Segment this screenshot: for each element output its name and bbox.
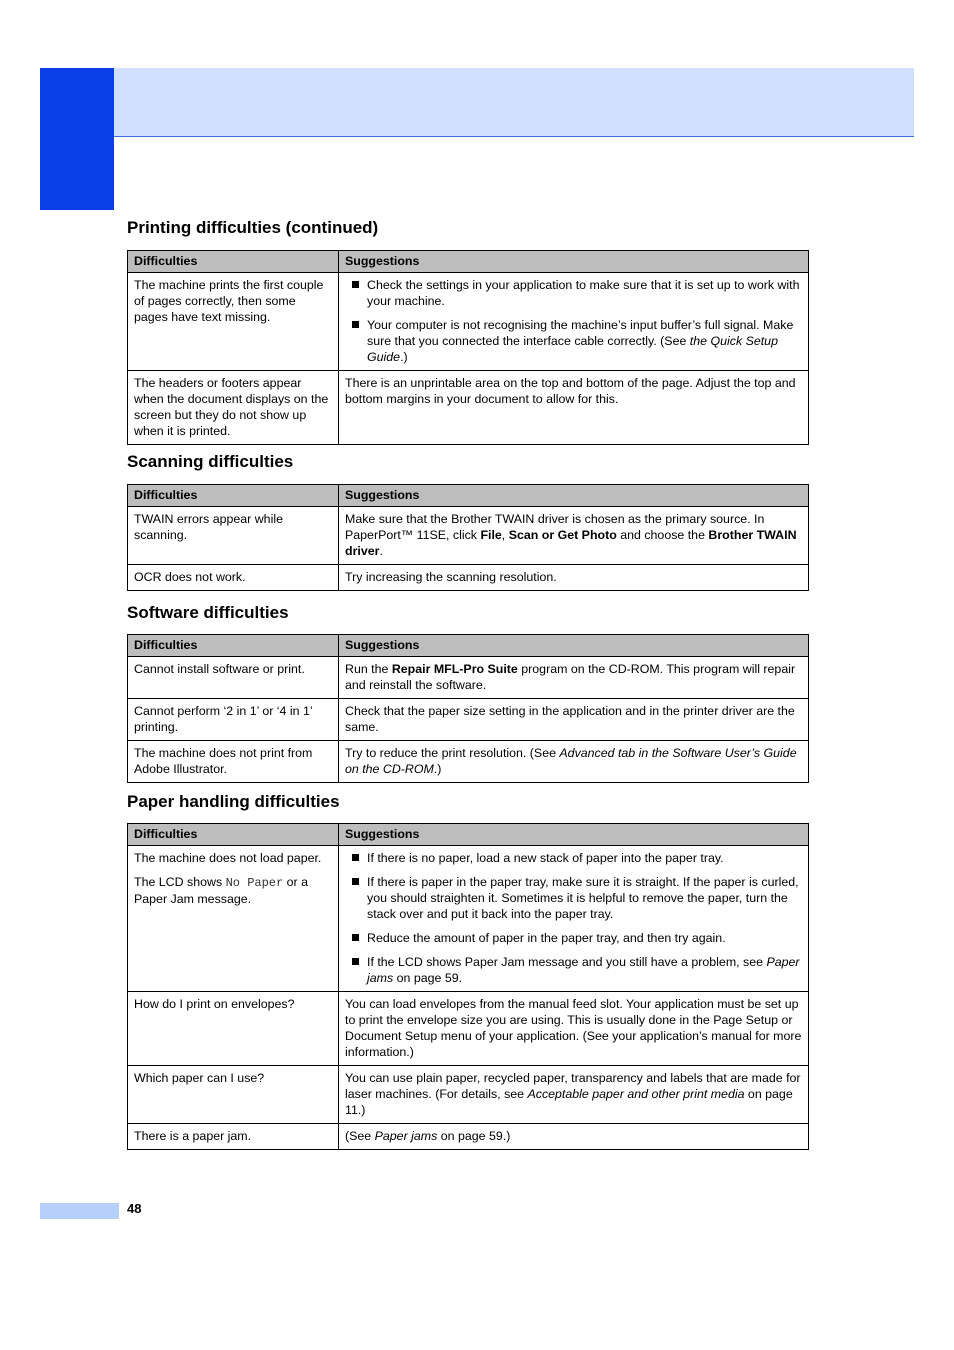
table-header-row: [128, 635, 809, 657]
column-header-difficulties: Difficulties: [128, 485, 339, 507]
suggestion-text: on page 11.): [345, 1087, 793, 1117]
suggestion-text: .: [379, 544, 383, 558]
footer-bar: [40, 1203, 119, 1219]
section-title-scanning: Scanning difficulties: [127, 452, 294, 471]
suggestion-list: [345, 850, 802, 986]
suggestion-cell: [339, 1066, 809, 1124]
difficulty-cell: How do I print on envelopes?: [128, 992, 339, 1066]
list-item-text-end: on page 59.: [393, 971, 463, 985]
page-reference: Paper jams: [374, 1129, 438, 1143]
chapter-tab: [40, 68, 114, 210]
software-table: [127, 634, 809, 783]
table-row: [128, 273, 809, 371]
section-title-software: Software difficulties: [127, 603, 289, 622]
menu-file: File: [480, 528, 502, 542]
column-header-suggestions: Suggestions: [339, 824, 809, 846]
table-row: [128, 565, 809, 591]
difficulty-cell: Which paper can I use?: [128, 1066, 339, 1124]
table-row: [128, 657, 809, 699]
page-number: 48: [127, 1201, 142, 1216]
list-item-text: If the LCD shows Paper Jam message and you still have a problem, see: [367, 955, 767, 969]
column-header-difficulties: Difficulties: [128, 251, 339, 273]
difficulty-cell: OCR does not work.: [128, 565, 339, 591]
list-item: [345, 954, 802, 986]
suggestion-cell: Try increasing the scanning resolution.: [339, 565, 809, 591]
suggestion-text: Try to reduce the print resolution. (See: [345, 746, 560, 760]
table-row: [128, 992, 809, 1066]
table-header-row: [128, 251, 809, 273]
suggestion-text: and choose the: [616, 528, 709, 542]
table-row: [128, 507, 809, 565]
list-item: [345, 277, 802, 309]
scanning-table: [127, 484, 809, 591]
column-header-difficulties: Difficulties: [128, 824, 339, 846]
list-item-text-end: .): [400, 350, 408, 364]
suggestion-cell: [339, 507, 809, 565]
section-title-printing: Printing difficulties (continued): [127, 218, 379, 237]
table-row: [128, 846, 809, 992]
difficulty-cell: The machine prints the first couple of pages correctly, then some pages have text missing.: [128, 273, 339, 371]
table-header-row: [128, 485, 809, 507]
printing-table: [127, 250, 809, 445]
lcd-message: No Paper: [225, 876, 284, 890]
guide-reference: Advanced tab in the Software User’s Guide on the CD-ROM: [345, 746, 797, 776]
list-item: [345, 317, 802, 365]
column-header-suggestions: Suggestions: [339, 635, 809, 657]
difficulty-cell: The headers or footers appear when the document displays on the screen but they do not show up when it is printed.: [128, 371, 339, 445]
list-item-text: Check the settings in your application to make sure that it is set up to work with your machine.: [367, 278, 800, 308]
difficulty-cell: There is a paper jam.: [128, 1124, 339, 1150]
page-reference: Paper jams: [367, 955, 800, 985]
suggestion-text: You can use plain paper, recycled paper, transparency and labels that are made for laser machines. (For details, see: [345, 1071, 801, 1101]
suggestion-list: [345, 277, 802, 365]
difficulty-cell: TWAIN errors appear while scanning.: [128, 507, 339, 565]
list-item-text: If there is paper in the paper tray, make sure it is straight. If the paper is curled, you should straighten it. Sometimes it is helpful to remove the paper, turn the stack over and put it back into the paper tray.: [367, 875, 799, 921]
column-header-difficulties: Difficulties: [128, 635, 339, 657]
table-row: [128, 699, 809, 741]
suggestion-text: (See: [345, 1129, 375, 1143]
list-item: [345, 874, 802, 922]
table-row: [128, 1066, 809, 1124]
difficulty-text: [134, 874, 332, 907]
suggestion-cell: [339, 657, 809, 699]
difficulty-text-part: or a Paper Jam message.: [134, 875, 308, 906]
difficulty-cell: [128, 846, 339, 992]
suggestion-text: Make sure that the Brother TWAIN driver is chosen as the primary source. In PaperPort™ 11SE, click: [345, 512, 765, 542]
difficulty-text-part: The LCD shows: [134, 875, 226, 889]
difficulty-text: The machine does not load paper.: [134, 851, 322, 865]
suggestion-text: ,: [501, 528, 509, 542]
list-item-text: Your computer is not recognising the machine’s input buffer’s full signal. Make sure that you connected the interface cable correctly. (See: [367, 318, 794, 348]
column-header-suggestions: Suggestions: [339, 251, 809, 273]
suggestion-cell: [339, 1124, 809, 1150]
suggestion-text: program on the CD-ROM. This program will repair and reinstall the software.: [345, 662, 796, 692]
brother-twain-driver: Brother TWAIN driver: [345, 528, 797, 558]
list-item: [345, 930, 802, 946]
guide-reference: the Quick Setup Guide: [367, 334, 778, 364]
suggestion-cell: [339, 273, 809, 371]
header-band: [40, 68, 914, 137]
section-title-paper: Paper handling difficulties: [127, 792, 340, 811]
page-reference: Acceptable paper and other print media: [527, 1087, 745, 1101]
list-item-text: If there is no paper, load a new stack of paper into the paper tray.: [367, 851, 724, 865]
suggestion-cell: There is an unprintable area on the top and bottom of the page. Adjust the top and bottom margins in your document to allow for this.: [339, 371, 809, 445]
difficulty-cell: Cannot install software or print.: [128, 657, 339, 699]
paper-table: [127, 823, 809, 1150]
suggestion-cell: [339, 846, 809, 992]
list-item-text: Reduce the amount of paper in the paper tray, and then try again.: [367, 931, 726, 945]
suggestion-text: on page 59.): [437, 1129, 511, 1143]
table-header-row: [128, 824, 809, 846]
table-row: [128, 741, 809, 783]
difficulty-cell: The machine does not print from Adobe Illustrator.: [128, 741, 339, 783]
repair-suite-name: Repair MFL-Pro Suite: [391, 662, 518, 676]
suggestion-cell: You can load envelopes from the manual feed slot. Your application must be set up to print the envelope size you are using. This is usually done in the Page Setup or Document Setup menu of your application. (See your application’s manual for more information.): [339, 992, 809, 1066]
suggestion-text: .): [433, 762, 442, 776]
menu-scan-or-get-photo: Scan or Get Photo: [508, 528, 617, 542]
suggestion-cell: Check that the paper size setting in the application and in the printer driver are the same.: [339, 699, 809, 741]
table-row: [128, 371, 809, 445]
list-item: [345, 850, 802, 866]
difficulty-cell: Cannot perform ‘2 in 1’ or ‘4 in 1’ printing.: [128, 699, 339, 741]
suggestion-cell: [339, 741, 809, 783]
suggestion-text: Run the: [345, 662, 392, 676]
column-header-suggestions: Suggestions: [339, 485, 809, 507]
table-row: [128, 1124, 809, 1150]
